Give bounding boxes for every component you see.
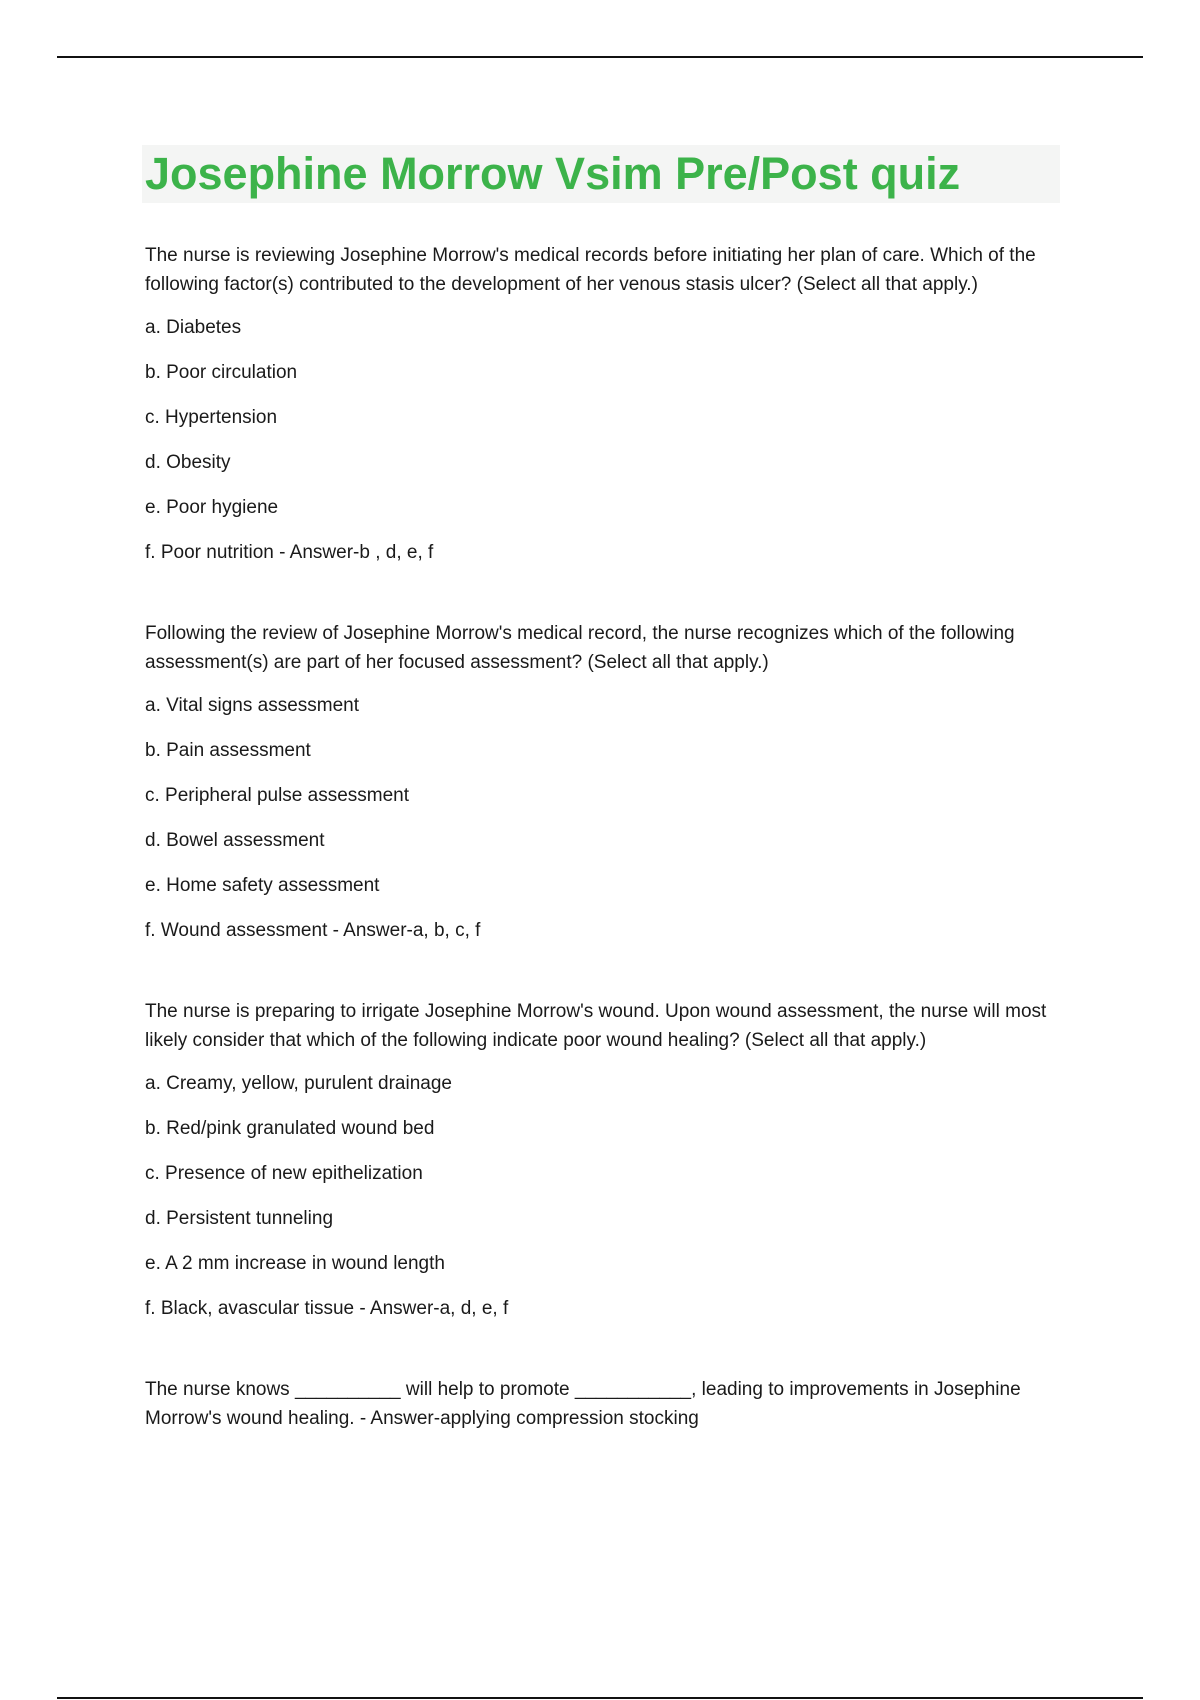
option-f-answer: f. Poor nutrition - Answer-b , d, e, f	[145, 542, 434, 563]
option-e: e. A 2 mm increase in wound length	[145, 1253, 445, 1274]
question-text-with-answer: The nurse knows __________ will help to promote ___________, leading to improvements in Josephine Morrow's wound healing. - Answer-applying compression stocking	[145, 1379, 1021, 1429]
question-4	[145, 1375, 1060, 1433]
question-text: The nurse is preparing to irrigate Josephine Morrow's wound. Upon wound assessment, the nurse will most likely consider that which of the following indicate poor wound healing? (Select all that apply.)	[145, 1001, 1047, 1051]
option-b: b. Red/pink granulated wound bed	[145, 1118, 435, 1139]
question-1	[145, 241, 1060, 567]
page-title: Josephine Morrow Vsim Pre/Post quiz	[145, 148, 961, 199]
option-e: e. Home safety assessment	[145, 875, 380, 896]
option-f-answer: f. Wound assessment - Answer-a, b, c, f	[145, 920, 481, 941]
question-3	[145, 997, 1060, 1323]
option-b: b. Poor circulation	[145, 362, 298, 383]
bottom-rule	[57, 1697, 1143, 1699]
option-a: a. Vital signs assessment	[145, 695, 360, 716]
option-c: c. Hypertension	[145, 407, 278, 428]
question-text: Following the review of Josephine Morrow's medical record, the nurse recognizes which of the following assessment(s) are part of her focused assessment? (Select all that apply.)	[145, 623, 1015, 673]
document-body	[145, 145, 1060, 1447]
option-d: d. Obesity	[145, 452, 231, 473]
option-c: c. Presence of new epithelization	[145, 1163, 423, 1184]
option-e: e. Poor hygiene	[145, 497, 279, 518]
title-banner	[142, 145, 1060, 203]
top-rule	[57, 56, 1143, 58]
option-f-answer: f. Black, avascular tissue - Answer-a, d, e, f	[145, 1298, 509, 1319]
option-d: d. Bowel assessment	[145, 830, 325, 851]
option-b: b. Pain assessment	[145, 740, 311, 761]
option-d: d. Persistent tunneling	[145, 1208, 334, 1229]
question-2	[145, 619, 1060, 945]
option-a: a. Diabetes	[145, 317, 242, 338]
question-text: The nurse is reviewing Josephine Morrow's medical records before initiating her plan of care. Which of the following factor(s) contributed to the development of her venous stasis ulcer? (Select all that apply.)	[145, 245, 1036, 295]
option-a: a. Creamy, yellow, purulent drainage	[145, 1073, 452, 1094]
option-c: c. Peripheral pulse assessment	[145, 785, 410, 806]
